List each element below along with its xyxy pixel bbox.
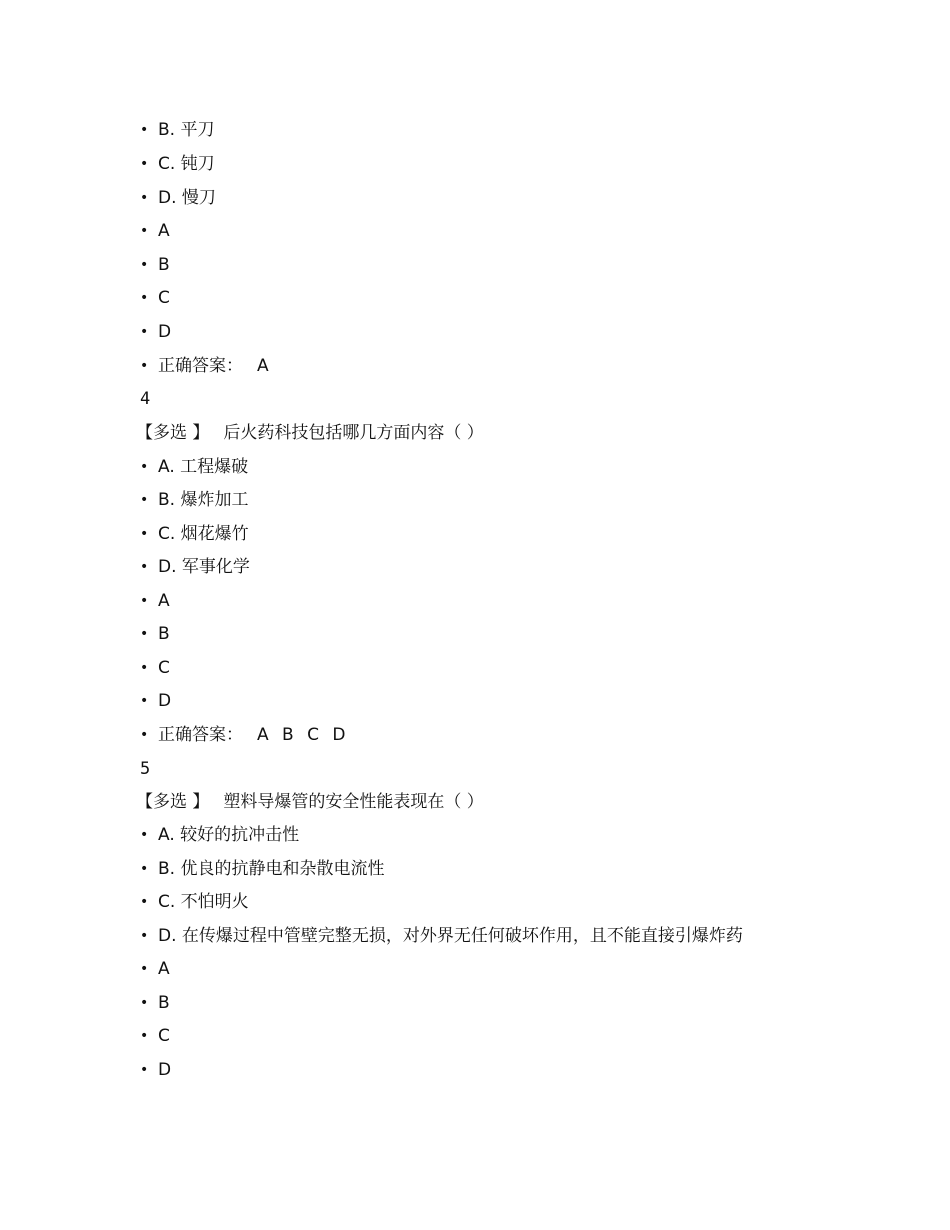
bullet: • [140,593,149,609]
answer-label: 正确答案： [158,356,243,376]
option-text: A. 较好的抗冲击性 [158,825,300,845]
bullet: • [140,492,149,508]
choice-item [140,320,171,344]
question-text: 塑料导爆管的安全性能表现在（ ） [223,792,484,812]
option-item [140,857,384,881]
question-header [136,421,484,445]
answer-item [140,354,273,378]
choice-letter: B [158,255,170,275]
option-text: B. 平刀 [158,120,215,140]
choice-item [140,1058,171,1082]
bullet: • [140,290,149,306]
choice-letter: A [158,591,170,611]
bullet: • [140,190,149,206]
bullet: • [140,727,149,743]
choice-item [140,991,170,1015]
bullet: • [140,693,149,709]
choice-item [140,1024,170,1048]
choice-letter: D [158,322,172,342]
option-text: B. 爆炸加工 [158,490,249,510]
bullet: • [140,122,149,138]
choice-letter: D [158,691,172,711]
option-item [140,890,249,914]
bullet: • [140,257,149,273]
bullet: • [140,995,149,1011]
choice-item [140,622,170,646]
choice-item [140,689,171,713]
option-item [140,118,214,142]
option-item [140,152,215,176]
choice-item [140,286,170,310]
bullet: • [140,459,149,475]
option-item [140,522,249,546]
option-item [140,924,743,948]
bullet: • [140,559,149,575]
option-text: D. 军事化学 [158,557,250,577]
choice-item [140,253,170,277]
choice-item [140,589,170,613]
bullet: • [140,660,149,676]
option-text: C. 烟花爆竹 [158,524,249,544]
bullet: • [140,156,149,172]
option-text: D. 慢刀 [158,188,216,208]
question-type: 【多选 】 [136,423,210,443]
bullet: • [140,894,149,910]
question-text: 后火药科技包括哪几方面内容（ ） [223,423,484,443]
bullet: • [140,928,149,944]
option-item [140,186,216,210]
option-item [140,555,250,579]
choice-letter: D [158,1060,172,1080]
option-item [140,488,248,512]
question-number: 5 [140,759,151,779]
bullet: • [140,324,149,340]
bullet: • [140,358,149,374]
choice-letter: C [158,1026,170,1046]
choice-item [140,957,170,981]
bullet: • [140,827,149,843]
choice-item [140,219,170,243]
question-header [136,790,484,814]
bullet: • [140,1062,149,1078]
answer-label: 正确答案： [158,725,243,745]
bullet: • [140,223,149,239]
choice-letter: C [158,658,170,678]
option-text: C. 不怕明火 [158,892,249,912]
choice-letter: A [158,959,170,979]
choice-letter: C [158,288,170,308]
bullet: • [140,961,149,977]
option-item [140,455,248,479]
option-text: A. 工程爆破 [158,457,249,477]
choice-letter: B [158,624,170,644]
choice-item [140,656,170,680]
bullet: • [140,1028,149,1044]
bullet: • [140,526,149,542]
bullet: • [140,861,149,877]
bullet: • [140,626,149,642]
option-text: B. 优良的抗静电和杂散电流性 [158,859,385,879]
question-number: 4 [140,389,151,409]
choice-letter: A [158,221,170,241]
answer-item [140,723,349,747]
answer-value: A B C D [257,725,350,745]
answer-value: A [257,356,273,376]
choice-letter: B [158,993,170,1013]
option-item [140,823,299,847]
question-type: 【多选 】 [136,792,210,812]
option-text: D. 在传爆过程中管壁完整无损，对外界无任何破坏作用，且不能直接引爆炸药 [158,926,743,946]
option-text: C. 钝刀 [158,154,215,174]
